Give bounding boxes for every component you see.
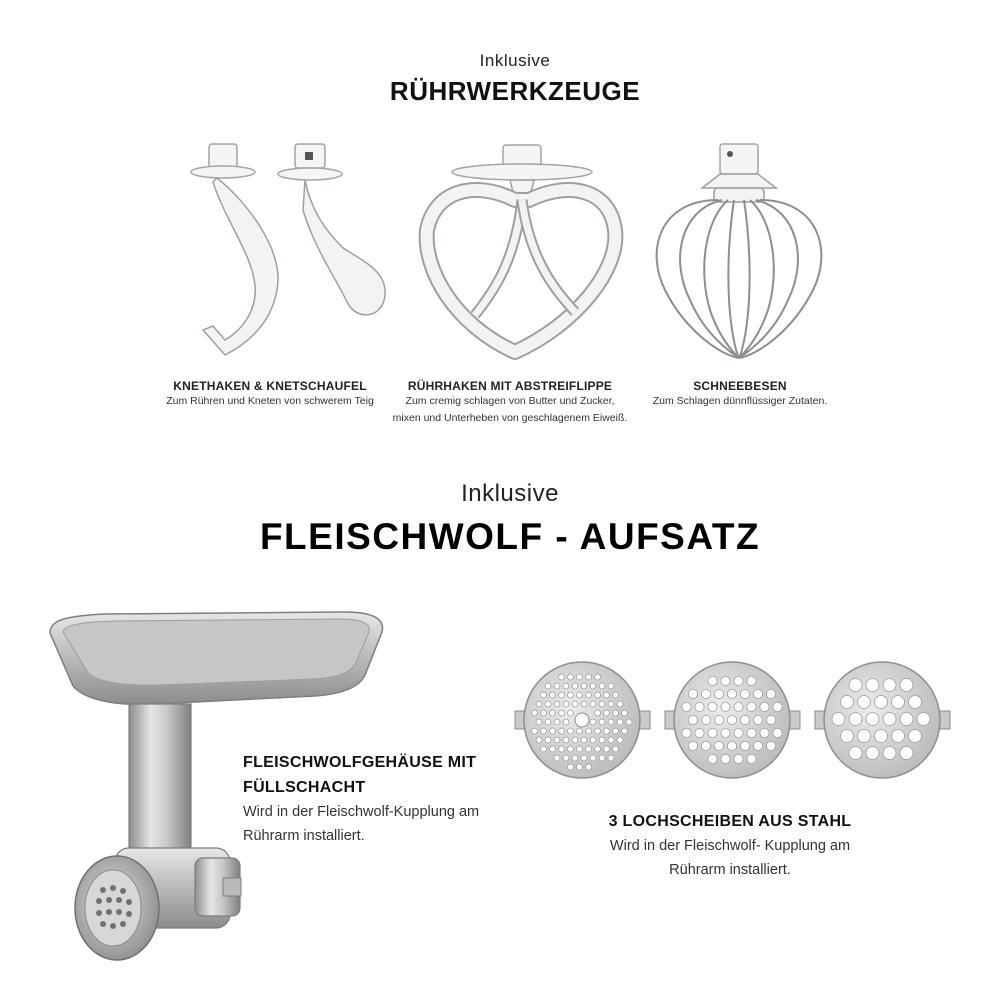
disc-hole <box>559 746 565 752</box>
disc-hole <box>599 719 605 725</box>
disc-hole <box>604 746 610 752</box>
disc-hole <box>608 701 614 707</box>
disc-hole <box>568 692 574 698</box>
disc-hole <box>766 689 775 698</box>
disc-hole <box>708 754 717 763</box>
disc-hole <box>727 741 736 750</box>
caption-whisk <box>630 379 850 410</box>
disc-hole <box>832 713 845 726</box>
disc-hole <box>554 701 560 707</box>
disc-hole <box>909 730 922 743</box>
disc-hole <box>727 715 736 724</box>
disc-hole <box>708 728 717 737</box>
disc-hole <box>917 713 930 726</box>
disc-hole <box>714 741 723 750</box>
disc-hole <box>747 676 756 685</box>
disc-hole <box>550 710 556 716</box>
disc-hole <box>883 679 896 692</box>
caption-dough-hook <box>150 379 390 410</box>
disc-hole <box>590 755 596 761</box>
disc-hole <box>747 754 756 763</box>
disc-hole <box>849 679 862 692</box>
caption-title: FLEISCHWOLFGEHÄUSE MIT <box>243 754 477 771</box>
caption-title: RÜHRHAKEN MIT ABSTREIFLIPPE <box>407 379 613 393</box>
disc-hole <box>617 737 623 743</box>
disc-hole <box>701 689 710 698</box>
disc-hole <box>545 719 551 725</box>
caption-text: Wird in der Fleischwolf-Kupplung am <box>243 804 480 820</box>
disc-hole <box>568 764 574 770</box>
disc-hole <box>595 710 601 716</box>
disc-hole <box>554 737 560 743</box>
disc-hole <box>572 701 578 707</box>
disc-hole <box>559 728 565 734</box>
disc-hole <box>721 702 730 711</box>
caption-title: 3 LOCHSCHEIBEN AUS STAHL <box>608 813 852 830</box>
disc-hole <box>559 710 565 716</box>
disc-hole <box>586 746 592 752</box>
disc-hole <box>590 701 596 707</box>
caption-title: KNETHAKEN & KNETSCHAUFEL <box>173 379 367 393</box>
disc-hole <box>760 728 769 737</box>
disc-hole <box>708 702 717 711</box>
disc-hole <box>747 728 756 737</box>
caption-text: Zum Schlagen dünnflüssiger Zutaten. <box>652 395 828 407</box>
disc-hole <box>599 755 605 761</box>
disc-hole <box>866 713 879 726</box>
disc-hole <box>563 737 569 743</box>
disc-hole <box>536 719 542 725</box>
disc-hole <box>572 755 578 761</box>
disc-hole <box>563 683 569 689</box>
disc-hole <box>892 730 905 743</box>
disc-hole <box>617 719 623 725</box>
section1-title: RÜHRWERKZEUGE <box>389 76 641 106</box>
disc-hole <box>753 741 762 750</box>
disc-hole <box>622 728 628 734</box>
disc-hole <box>900 713 913 726</box>
disc-hole <box>595 746 601 752</box>
disc-hole <box>568 746 574 752</box>
disc-hole <box>766 715 775 724</box>
disc-hole <box>559 674 565 680</box>
disc-hole <box>688 689 697 698</box>
disc-hole <box>590 683 596 689</box>
disc-hole <box>760 702 769 711</box>
disc-hole <box>747 702 756 711</box>
disc-hole <box>586 674 592 680</box>
disc-hole <box>541 728 547 734</box>
disc-hole <box>586 692 592 698</box>
disc-hole <box>727 689 736 698</box>
caption-title: SCHNEEBESEN <box>693 379 787 393</box>
disc-hole <box>613 692 619 698</box>
disc-hole <box>586 728 592 734</box>
disc-hole <box>581 755 587 761</box>
disc-hole <box>734 702 743 711</box>
disc-hole <box>599 737 605 743</box>
disc-hole <box>563 719 569 725</box>
disc-hole <box>900 679 913 692</box>
disc-hole <box>577 746 583 752</box>
disc-hole <box>892 696 905 709</box>
disc-hole <box>590 737 596 743</box>
disc-hole <box>773 728 782 737</box>
disc-hole <box>841 730 854 743</box>
disc-hole <box>581 737 587 743</box>
disc-hole <box>866 747 879 760</box>
disc-hole <box>541 710 547 716</box>
disc-hole <box>545 737 551 743</box>
disc-hole <box>581 701 587 707</box>
caption-discs <box>560 809 900 882</box>
disc-hole <box>550 692 556 698</box>
disc-hole <box>554 719 560 725</box>
disc-hole <box>608 737 614 743</box>
disc-hole <box>875 696 888 709</box>
disc-hole <box>682 728 691 737</box>
disc-hole <box>572 737 578 743</box>
section1-pre-title: Inklusive <box>479 51 551 70</box>
caption-text: Rührarm installiert. <box>669 862 791 878</box>
disc-hole <box>554 755 560 761</box>
disc-hole <box>541 746 547 752</box>
disc-hole <box>608 755 614 761</box>
disc-hole <box>604 728 610 734</box>
disc-hole <box>545 701 551 707</box>
disc-hole <box>608 683 614 689</box>
disc-hole <box>734 728 743 737</box>
coarse-disc-icon <box>815 653 950 788</box>
caption-flat-beater <box>385 379 635 427</box>
disc-hole <box>734 676 743 685</box>
disc-hole <box>753 689 762 698</box>
disc-hole <box>599 683 605 689</box>
disc-hole <box>682 702 691 711</box>
disc-hole <box>595 728 601 734</box>
disc-hole <box>532 710 538 716</box>
disc-hole <box>604 710 610 716</box>
disc-hole <box>721 728 730 737</box>
disc-hole <box>595 674 601 680</box>
disc-hole <box>572 683 578 689</box>
disc-hole <box>559 692 565 698</box>
disc-hole <box>599 701 605 707</box>
medium-disc-icon <box>665 653 800 788</box>
disc-hole <box>849 713 862 726</box>
disc-hole <box>858 730 871 743</box>
disc-hole <box>554 683 560 689</box>
disc-hole <box>883 713 896 726</box>
knead-paddle-icon <box>275 140 395 330</box>
disc-hole <box>545 683 551 689</box>
disc-hole <box>688 715 697 724</box>
disc-hole <box>626 719 632 725</box>
disc-hole <box>866 679 879 692</box>
fine-disc-icon <box>515 653 650 788</box>
flat-beater-icon <box>415 140 630 360</box>
disc-hole <box>590 719 596 725</box>
disc-hole <box>900 747 913 760</box>
caption-text: Zum cremig schlagen von Butter und Zucker, <box>405 395 615 407</box>
disc-hole <box>577 674 583 680</box>
disc-hole <box>613 728 619 734</box>
disc-hole <box>695 728 704 737</box>
disc-hole <box>595 692 601 698</box>
disc-hole <box>766 741 775 750</box>
disc-hole <box>613 746 619 752</box>
disc-hole <box>581 683 587 689</box>
disc-hole <box>773 702 782 711</box>
disc-hole <box>568 674 574 680</box>
disc-hole <box>740 741 749 750</box>
disc-hole <box>577 764 583 770</box>
disc-hole <box>734 754 743 763</box>
caption-text: Rührarm installiert. <box>243 828 365 844</box>
section2-pre-title: Inklusive <box>461 480 559 507</box>
disc-hole <box>714 689 723 698</box>
disc-hole <box>613 710 619 716</box>
disc-hole <box>604 692 610 698</box>
disc-hole <box>532 728 538 734</box>
disc-hole <box>550 746 556 752</box>
caption-text: Zum Rühren und Kneten von schwerem Teig <box>166 395 374 407</box>
disc-hole <box>708 676 717 685</box>
disc-hole <box>563 701 569 707</box>
disc-hole <box>586 764 592 770</box>
disc-hole <box>568 710 574 716</box>
disc-hole <box>701 741 710 750</box>
disc-hole <box>536 737 542 743</box>
caption-title: FÜLLSCHACHT <box>243 779 366 796</box>
disc-hole <box>622 710 628 716</box>
disc-hole <box>563 755 569 761</box>
disc-hole <box>883 747 896 760</box>
disc-hole <box>740 689 749 698</box>
disc-hole <box>849 747 862 760</box>
disc-hole <box>740 715 749 724</box>
caption-grinder-housing <box>243 750 503 848</box>
disc-hole <box>536 701 542 707</box>
disc-hole <box>688 741 697 750</box>
disc-hole <box>550 728 556 734</box>
section2-title: FLEISCHWOLF - AUFSATZ <box>259 516 761 557</box>
disc-hole <box>541 692 547 698</box>
disc-hole <box>753 715 762 724</box>
whisk-icon <box>650 140 830 365</box>
disc-hole <box>909 696 922 709</box>
caption-text: Wird in der Fleischwolf- Kupplung am <box>609 838 851 854</box>
disc-hole <box>695 702 704 711</box>
caption-text: mixen und Unterheben von geschlagenem Eiweiß. <box>392 412 628 424</box>
disc-hole <box>721 676 730 685</box>
disc-hole <box>701 715 710 724</box>
disc-hole <box>841 696 854 709</box>
disc-hole <box>617 701 623 707</box>
disc-hole <box>858 696 871 709</box>
disc-hole <box>577 692 583 698</box>
disc-hole <box>714 715 723 724</box>
disc-hole <box>568 728 574 734</box>
disc-hole <box>875 730 888 743</box>
disc-hole <box>608 719 614 725</box>
disc-hole <box>577 728 583 734</box>
disc-hole <box>721 754 730 763</box>
